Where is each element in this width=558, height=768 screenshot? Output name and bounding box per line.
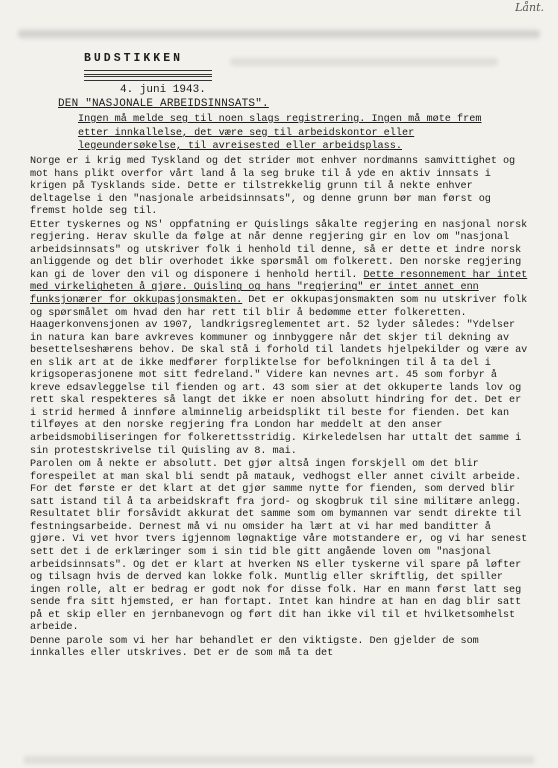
article-headline: DEN "NASJONALE ARBEIDSINNSATS". xyxy=(58,98,269,110)
handwritten-note: Lånt. xyxy=(515,1,544,14)
paragraph-text: Det er okkupasjonsmakten som nu utskriver folk og spørsmålet om hvad den har rett til blir å bedømme etter folkeretten. Haagerkonvensjonen av 1907, landkrigsreglementet art. 52 lyder således: "Ydelser in natura kan bare avkreves kommuner og innbyggere når det skjer til dekning av besettelseshærens behov. De skal stå i forhold til landets hjelpekilder og være av en slik art at de ikke medfører forpliktelse for befolkningen til å ta del i krigsoperasjonene mot sitt fedreland." Videre kan nevnes art. 45 som forbyr å kreve edsavleggelse til fienden og art. 43 som sier at det okkuperte lands lov og rett skal respekteres så langt det ikke er noen absolutt hindring for det. Det er i strid hermed å innføre alminnelig arbeidsplikt til beste for fienden. Det kan tilføyes at den norske regjering fra London har meddelt at den anser arbeidsmobiliseringen for folkerettsstridig. Kirkeledelsen har uttalt det samme i sin protestskrivelse til Quisling av 8. mai. xyxy=(30,295,528,457)
underlined-text: Dette resonnement har intet med virkeligheten å gjøre. Quisling og hans "regjering" er intet annet enn funksjonærer for okkupasjonsmakten. xyxy=(30,269,528,307)
lead-paragraph xyxy=(78,113,508,154)
paragraph-text: Etter tyskernes og NS' oppfatning er Quislings såkalte regjering en nasjonal norsk regjering. Herav skulle da følge at når denne regjering gir en lov om "nasjonal arbeidsinnsats" og utskriver folk i henhold til denne, så er dette et indre norsk anliggende og det blir overhodet ikke spørsmål om folkerett. Den norske regjering kan gi de lover den vil og disponere i henhold hertil. xyxy=(30,219,528,281)
body-paragraph xyxy=(30,636,530,661)
page-edge-shadow xyxy=(24,756,534,764)
body-paragraph xyxy=(30,459,530,635)
paragraph-text: Denne parole som vi her har behandlet er den viktigste. Den gjelder de som innkalles eller utskrives. Det er de som må ta det xyxy=(30,635,479,660)
lead-text: Ingen må melde seg til noen slags registrering. Ingen må møte frem etter innkallelse, det være seg til arbeidskontor eller legeundersøkelse, til avreisested eller arbeidsplass. xyxy=(78,114,482,152)
bleed-through-band xyxy=(18,30,540,38)
article-body xyxy=(30,156,530,662)
body-paragraph xyxy=(30,220,530,458)
masthead xyxy=(84,52,284,66)
masthead-title: BUDSTIKKEN xyxy=(84,52,184,65)
body-paragraph xyxy=(30,156,530,219)
masthead-rule xyxy=(84,76,212,81)
paragraph-text: Parolen om å nekte er absolutt. Det gjør altså ingen forskjell om det blir forespeilet at man skal bli sendt på matauk, vedhogst eller annet civilt arbeide. For det første er det klart at det gjør samme nytte for fienden, som derved blir satt istand til å ta arbeidskraft fra jord- og skogbruk til sine militære anlegg. Resultatet blir forsåvidt akkurat det samme som om bymannen var sendt direkte til festningsarbeide. Dernest må vi nu omsider ha lært at vi har med banditter å gjøre. Vi vet hvor tvers igjennom løgnaktige våre motstandere er, og vi har senest sett det i de erklæringer som i sin tid ble gitt angående loven om "nasjonal arbeidsinnsats". Og det er klart at hverken NS eller tyskerne vil spare på løfter og tilsagn hvis de derved kan lokke folk. Muntlig eller skriftlig, det spiller ingen rolle, alt er bedrag er godt nok for disse folk. Har en mann først latt seg sende fra sitt hjemsted, er han fortapt. Intet kan hindre at han en dag blir satt på et skip eller en jernbanevogn og ført dit han ikke vil til et hvilketsomhelst arbeide. xyxy=(30,459,528,634)
masthead-rule xyxy=(84,70,212,75)
issue-date: 4. juni 1943. xyxy=(120,84,206,96)
paragraph-text: Norge er i krig med Tyskland og det strider mot enhver nordmanns samvittighet og mot hans plikt overfor vårt land å la seg bruke til å yde en aktiv innsats i krigen på Tysklands side. Dette er tilstrekkelig grunn til å nekte enhver deltagelse i den "nasjonale arbeidsinnsats", og denne grunn bør man først og fremst holde seg til. xyxy=(30,156,516,218)
